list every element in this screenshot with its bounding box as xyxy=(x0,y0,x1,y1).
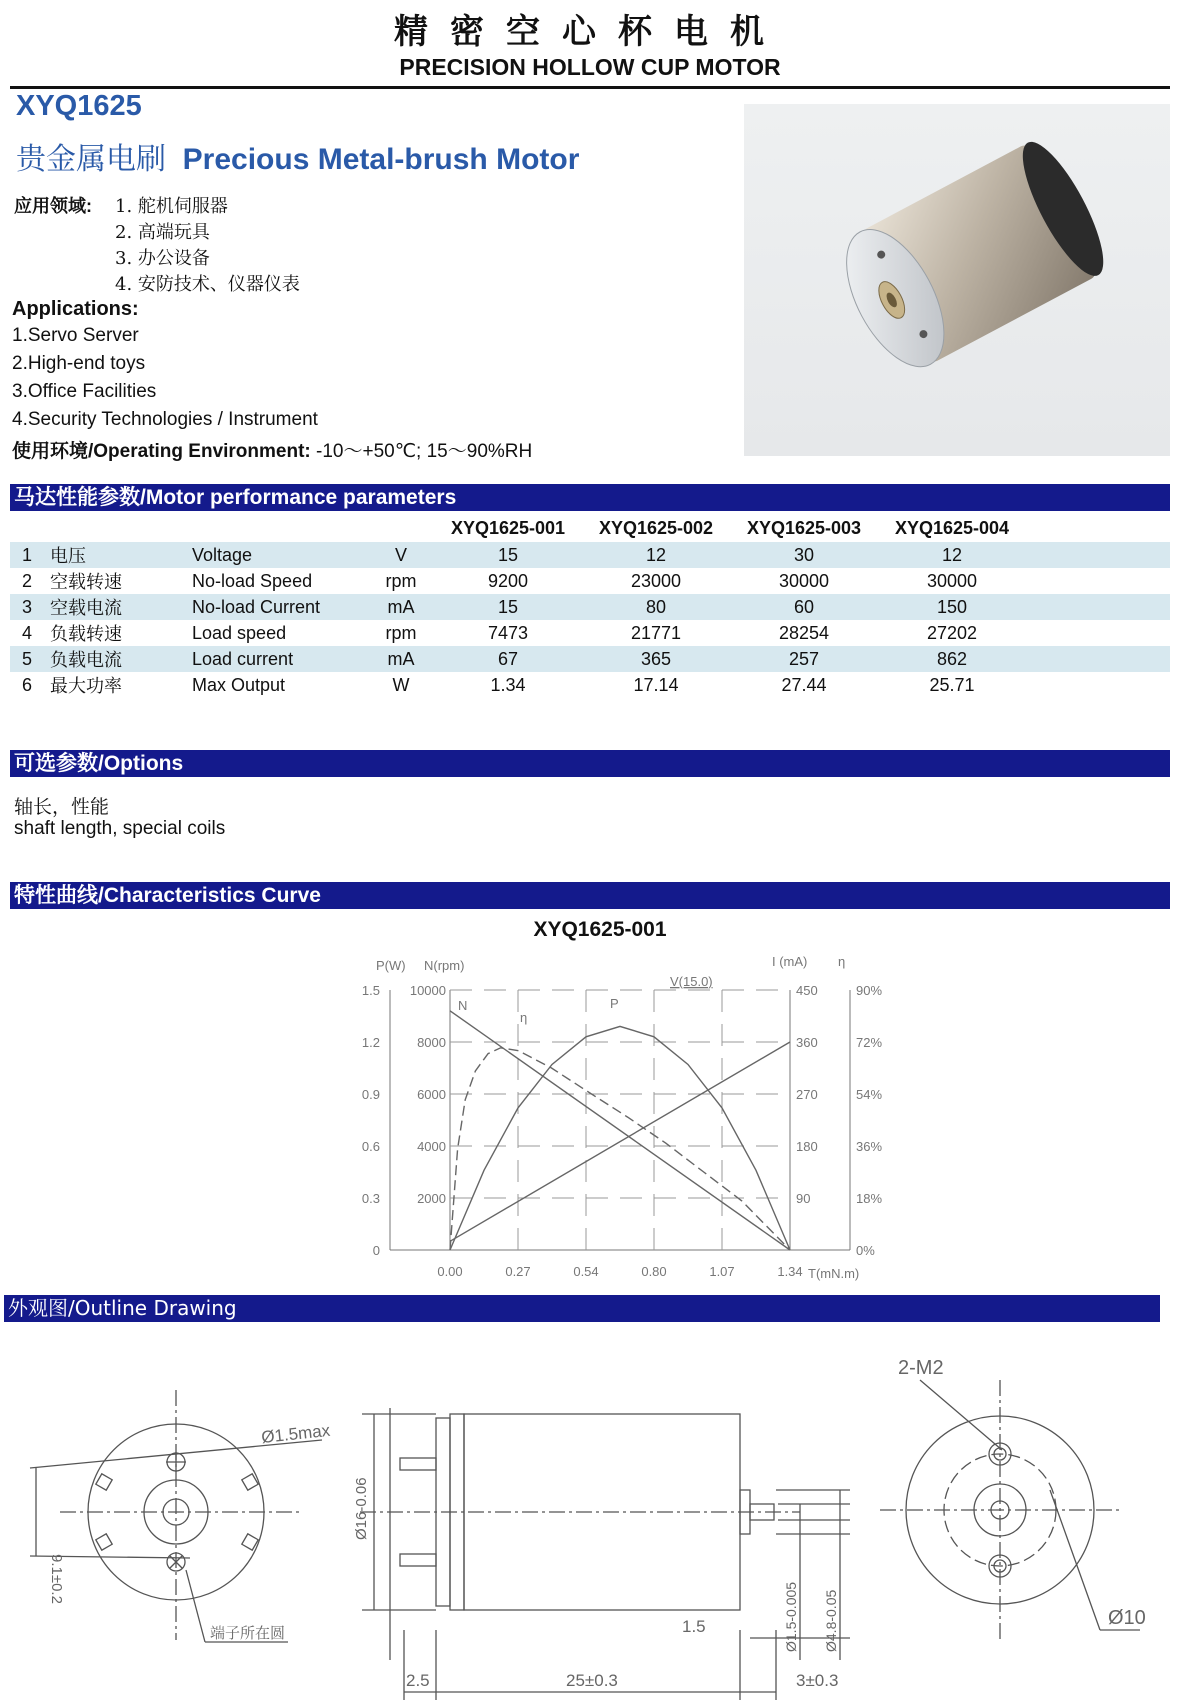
axis-tick-label: 0 xyxy=(372,1243,380,1258)
axis-tick-label: 0.6 xyxy=(361,1139,380,1154)
cell-value: 30 xyxy=(730,542,878,568)
row-label-cn: 负载电流 xyxy=(44,646,192,672)
table-row xyxy=(10,542,1170,568)
dim-length: 25±0.3 xyxy=(566,1671,618,1690)
cell-value: 30000 xyxy=(778,570,830,591)
application-en-item: 2.High-end toys xyxy=(12,353,146,374)
options-en: shaft length, special coils xyxy=(14,818,226,839)
characteristics-chart xyxy=(0,940,1180,1290)
column-header: XYQ1625-004 xyxy=(894,517,1010,538)
model-number: XYQ1625 xyxy=(16,90,142,122)
dim-body-diameter: Ø16-0.06 xyxy=(353,1477,370,1540)
cell-value: 15 xyxy=(434,594,582,620)
cell-value: 365 xyxy=(582,646,730,672)
product-subtitle xyxy=(16,134,579,178)
series-label-n: N xyxy=(458,998,468,1013)
cell-value: 27202 xyxy=(926,622,978,643)
axis-tick-label: 18% xyxy=(856,1191,883,1206)
axis-tick-label: 90 xyxy=(796,1191,811,1206)
axis-tick-label: 0.9 xyxy=(361,1087,380,1102)
axis-tick-label: 1.2 xyxy=(361,1035,380,1050)
cell-value: 67 xyxy=(434,646,582,672)
row-number: 5 xyxy=(10,646,44,672)
dim-step: 1.5 xyxy=(682,1617,706,1636)
table-header-row xyxy=(10,514,1170,542)
axis-tick-label: 36% xyxy=(856,1139,883,1154)
x-tick-label: 1.34 xyxy=(777,1264,803,1279)
column-header: XYQ1625-002 xyxy=(598,517,714,538)
chart-labels xyxy=(376,954,859,1281)
series-line-i xyxy=(450,1042,790,1241)
cell-value: 9200 xyxy=(487,570,529,591)
cell-value: 15 xyxy=(434,542,582,568)
cell-value: 25.71 xyxy=(929,674,975,695)
axis-label-current: I (mA) xyxy=(772,954,808,969)
axis-tick-label: 6000 xyxy=(417,1087,446,1102)
cell-value: 23000 xyxy=(630,570,682,591)
application-cn-item: 1. 舵机伺服器 xyxy=(115,196,228,217)
row-label-en: Voltage xyxy=(192,542,368,568)
row-label-cn: 电压 xyxy=(44,542,192,568)
axis-label-efficiency: η xyxy=(838,954,846,969)
row-number: 3 xyxy=(10,594,44,620)
section-bar-outline: 外观图/Outline Drawing xyxy=(4,1295,1160,1322)
axis-tick-label: 72% xyxy=(856,1035,883,1050)
row-label-cn: 最大功率 xyxy=(50,676,122,697)
dim-pcd: Ø10 xyxy=(1108,1607,1146,1629)
series-label-p: P xyxy=(610,996,619,1011)
row-label-en: Max Output xyxy=(192,674,286,695)
options-cn: 轴长，性能 xyxy=(14,796,110,818)
axis-tick-label: 54% xyxy=(856,1087,883,1102)
applications-cn-label: 应用领域: xyxy=(14,196,92,216)
screw-callout: 2-M2 xyxy=(898,1357,944,1379)
x-tick-label: 0.00 xyxy=(437,1264,463,1279)
outline-drawing xyxy=(0,1330,1180,1704)
dim-terminal-spacing: 9.1±0.2 xyxy=(48,1554,65,1604)
cell-value: 7473 xyxy=(487,622,529,643)
application-en-item: 1.Servo Server xyxy=(12,325,139,346)
cell-value: 21771 xyxy=(630,622,682,643)
motor-photo xyxy=(744,104,1170,456)
page-title-en: PRECISION HOLLOW CUP MOTOR xyxy=(399,54,781,80)
axis-tick-label: 450 xyxy=(796,983,818,998)
operating-environment xyxy=(12,436,532,463)
axis-tick-label: 90% xyxy=(856,983,883,998)
x-tick-label: 1.07 xyxy=(709,1264,735,1279)
x-tick-label: 0.54 xyxy=(573,1264,599,1279)
axis-tick-label: 0.3 xyxy=(361,1191,380,1206)
axis-tick-label: 270 xyxy=(796,1087,818,1102)
row-unit: mA xyxy=(368,646,434,672)
cell-value: 28254 xyxy=(778,622,830,643)
axis-tick-label: 1.5 xyxy=(361,983,380,998)
row-label-cn: 空载电流 xyxy=(44,594,192,620)
chart-curves xyxy=(450,1011,790,1250)
x-tick-label: 0.27 xyxy=(505,1264,531,1279)
row-number: 4 xyxy=(21,622,32,643)
row-label-en: Load current xyxy=(192,646,368,672)
section-bar-performance: 马达性能参数/Motor performance parameters xyxy=(10,484,1170,511)
row-number: 2 xyxy=(21,570,32,591)
application-en-item: 3.Office Facilities xyxy=(12,381,157,402)
terminal-note: 端子所在圆 xyxy=(210,1624,286,1642)
table-row xyxy=(10,594,1170,620)
row-label-cn: 负载转速 xyxy=(50,624,122,645)
header-rule xyxy=(10,86,1170,89)
axis-tick-label: 2000 xyxy=(417,1191,446,1206)
application-cn-item: 2. 高端玩具 xyxy=(115,222,210,243)
series-label-eta: η xyxy=(520,1010,528,1025)
subtitle-en: Precious Metal-brush Motor xyxy=(182,143,580,176)
page-title-cn: 精密空心杯电机 xyxy=(394,12,786,52)
axis-tick-label: 10000 xyxy=(409,983,446,998)
section-bar-curve: 特性曲线/Characteristics Curve xyxy=(10,882,1170,909)
axis-tick-label: 360 xyxy=(796,1035,818,1050)
cell-value: 30000 xyxy=(926,570,978,591)
dim-shaft-max: Ø1.5max xyxy=(260,1420,332,1447)
axis-label-torque: T(mN.m) xyxy=(808,1266,860,1281)
chart-title: XYQ1625-001 xyxy=(533,918,667,941)
voltage-label: V(15.0) xyxy=(670,974,713,989)
cell-value: 862 xyxy=(878,646,1026,672)
front-view xyxy=(880,1380,1140,1640)
dim-shaft-diameter: Ø1.5-0.005 xyxy=(783,1581,799,1652)
dim-boss-diameter: Ø4.8-0.05 xyxy=(823,1589,839,1652)
cell-value: 17.14 xyxy=(633,674,679,695)
application-en-item: 4.Security Technologies / Instrument xyxy=(12,409,318,430)
row-label-en: Load speed xyxy=(192,622,287,643)
row-label-cn: 空载转速 xyxy=(50,572,122,593)
axis-tick-label: 0% xyxy=(856,1243,875,1258)
column-header: XYQ1625-003 xyxy=(746,517,862,538)
series-line-efficiency xyxy=(450,1048,790,1250)
row-unit: W xyxy=(392,674,410,695)
table-row xyxy=(10,672,1170,698)
env-label: 使用环境/Operating Environment: xyxy=(12,441,311,462)
cell-value: 80 xyxy=(582,594,730,620)
applications-en-label: Applications: xyxy=(12,298,139,320)
row-unit: V xyxy=(368,542,434,568)
x-tick-label: 0.80 xyxy=(641,1264,667,1279)
row-number: 6 xyxy=(21,674,32,695)
row-label-en: No-load Speed xyxy=(192,570,313,591)
row-label-en: No-load Current xyxy=(192,594,368,620)
series-line-p xyxy=(450,1026,790,1250)
cell-value: 27.44 xyxy=(781,674,827,695)
column-header: XYQ1625-001 xyxy=(450,517,566,538)
cell-value: 12 xyxy=(582,542,730,568)
subtitle-cn: 贵金属电刷 xyxy=(16,142,166,177)
application-cn-item: 3. 办公设备 xyxy=(115,248,210,269)
table-row xyxy=(10,646,1170,672)
axis-tick-label: 180 xyxy=(796,1139,818,1154)
side-view xyxy=(360,1408,850,1700)
cell-value: 150 xyxy=(878,594,1026,620)
row-unit: mA xyxy=(368,594,434,620)
row-unit: rpm xyxy=(385,622,417,643)
row-number: 1 xyxy=(10,542,44,568)
cell-value: 60 xyxy=(730,594,878,620)
table-row xyxy=(10,568,1170,594)
axis-label-speed: N(rpm) xyxy=(424,958,465,973)
series-line-n xyxy=(450,1011,790,1250)
axis-tick-label: 4000 xyxy=(417,1139,446,1154)
row-unit: rpm xyxy=(385,570,417,591)
application-cn-item: 4. 安防技术、仪器仪表 xyxy=(115,274,300,295)
dim-shaft-length: 3±0.3 xyxy=(796,1671,839,1690)
dim-flange: 2.5 xyxy=(406,1671,430,1690)
cell-value: 1.34 xyxy=(490,674,526,695)
table-row xyxy=(10,620,1170,646)
axis-tick-label: 8000 xyxy=(417,1035,446,1050)
cell-value: 12 xyxy=(878,542,1026,568)
section-bar-options: 可选参数/Options xyxy=(10,750,1170,777)
axis-label-power: P(W) xyxy=(376,958,406,973)
performance-table xyxy=(10,514,1170,698)
env-value: -10～+50℃; 15～90%RH xyxy=(310,441,533,462)
cell-value: 257 xyxy=(730,646,878,672)
